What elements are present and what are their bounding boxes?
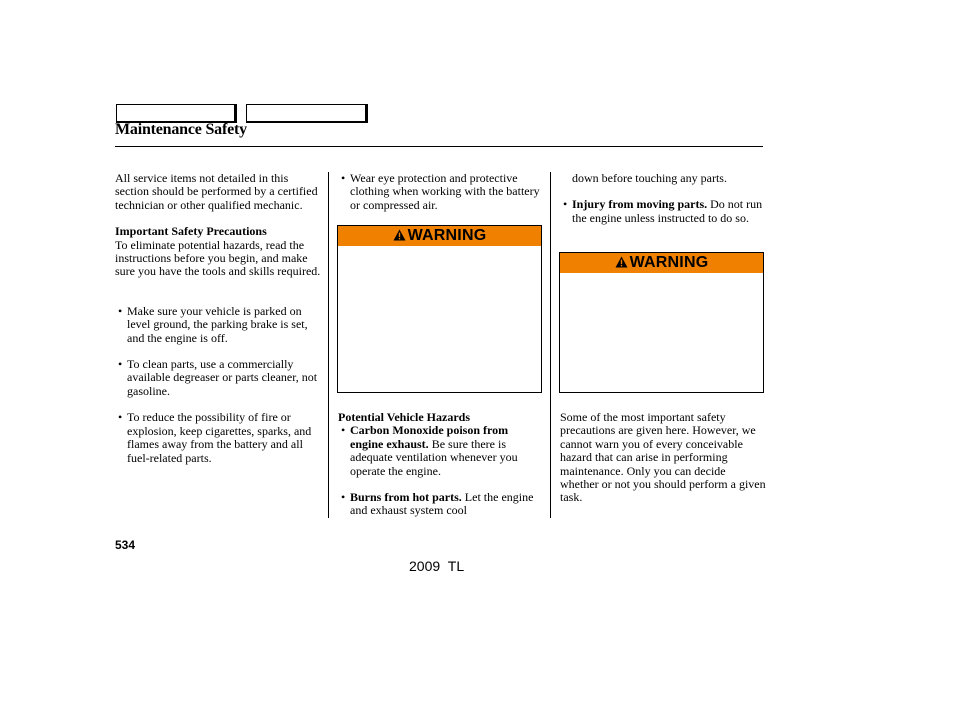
column-1 <box>115 172 325 465</box>
closing-paragraph: Some of the most important safety precautions are given here. However, we cannot warn you of every conceivable hazard that can arise in performing maintenance. Only you can decide whether or not you should perform a given task. <box>560 410 766 505</box>
column-2 <box>338 172 544 212</box>
list-item: • To reduce the possibility of fire or explosion, keep cigarettes, sparks, and flames away from the battery and all fuel-related parts. <box>115 411 325 465</box>
list-item: • Wear eye protection and protective clothing when working with the battery or compressed air. <box>338 172 544 212</box>
list-item: • To clean parts, use a commercially available degreaser or parts cleaner, not gasoline. <box>115 358 325 398</box>
list-item: • Injury from moving parts. Do not run the engine unless instructed to do so. <box>560 198 764 225</box>
warning-box <box>337 225 542 393</box>
closing-section <box>560 411 766 505</box>
list-item: • Make sure your vehicle is parked on level ground, the parking brake is set, and the engine is off. <box>115 305 325 345</box>
page-number: 534 <box>115 538 136 552</box>
list-item: • Carbon Monoxide poison from engine exhaust. Be sure there is adequate ventilation whenever you operate the engine. <box>338 424 544 478</box>
intro-paragraph: All service items not detailed in this section should be performed by a certified technician or other qualified mechanic. <box>115 171 318 212</box>
warning-label: WARNING <box>629 254 709 271</box>
warning-banner <box>560 253 763 273</box>
list-item: • Burns from hot parts. Let the engine and exhaust system cool <box>338 491 544 518</box>
safety-precautions-text: To eliminate potential hazards, read the instructions before you begin, and make sure you have the tools and skills required. <box>115 237 321 279</box>
warning-box <box>559 252 764 393</box>
section-tab-2 <box>246 104 368 123</box>
column-divider-2 <box>550 172 551 518</box>
vehicle-hazards-section <box>338 411 544 518</box>
continued-text: down before touching any parts. <box>572 171 727 185</box>
warning-banner <box>338 226 541 246</box>
column-3 <box>560 172 764 225</box>
column-divider-1 <box>328 172 329 518</box>
footer-model: 2009 TL <box>409 558 465 574</box>
warning-triangle-icon <box>615 256 628 268</box>
vehicle-hazards-heading: Potential Vehicle Hazards <box>338 410 470 424</box>
warning-label: WARNING <box>407 227 487 244</box>
title-rule <box>115 146 763 147</box>
warning-triangle-icon <box>393 229 406 241</box>
page-title: Maintenance Safety <box>115 121 247 138</box>
safety-precautions-heading: Important Safety Precautions <box>115 224 267 239</box>
